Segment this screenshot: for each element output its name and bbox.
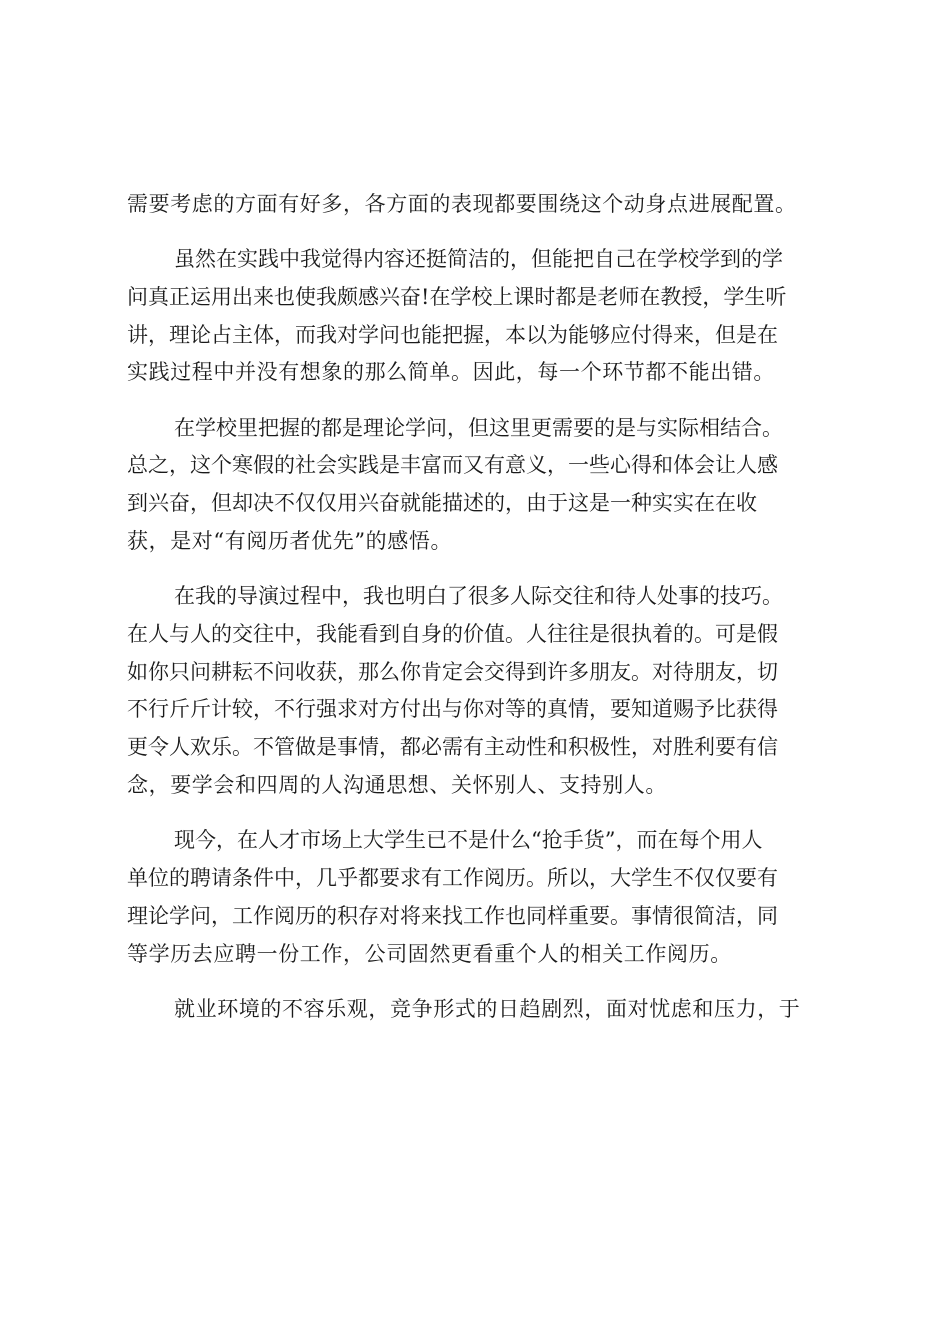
paragraph-3 xyxy=(127,410,831,561)
paragraph-line: 现今，在人才市场上大学生已不是什么“抢手货”，而在每个用人 xyxy=(174,828,763,853)
paragraph-line: 念，要学会和四周的人沟通思想、关怀别人、支持别人。 xyxy=(127,773,667,798)
paragraph-gap xyxy=(127,392,831,409)
paragraph-line: 实践过程中并没有想象的那么简单。因此，每一个环节都不能出错。 xyxy=(127,360,775,385)
paragraph-4 xyxy=(127,578,831,805)
paragraph-line: 需要考虑的方面有好多，各方面的表现都要围绕这个动身点进展配置。 xyxy=(127,192,797,216)
paragraph-line: 单位的聘请条件中，几乎都要求有工作阅历。所以，大学生不仅仅要有 xyxy=(127,865,778,890)
paragraph-line: 总之，这个寒假的社会实践是丰富而又有意义，一些心得和体会让人感 xyxy=(127,453,778,478)
paragraph-line: 就业环境的不容乐观，竞争形式的日趋剧烈，面对忧虑和压力，于 xyxy=(174,996,801,1021)
paragraph-line: 到兴奋，但却决不仅仅用兴奋就能描述的，由于这是一种实实在在收 xyxy=(127,491,757,516)
paragraph-gap xyxy=(127,805,831,822)
paragraph-gap xyxy=(127,561,831,578)
paragraph-line: 虽然在实践中我觉得内容还挺简洁的，但能把自己在学校学到的学 xyxy=(174,247,783,272)
paragraph-line: 在我的导演过程中，我也明白了很多人际交往和待人处事的技巧。 xyxy=(174,584,783,609)
paragraph-line: 问真正运用出来也使我颇感兴奋!在学校上课时都是老师在教授，学生听 xyxy=(127,284,787,309)
paragraph-line: 获，是对“有阅历者优先”的感悟。 xyxy=(127,528,453,553)
paragraph-1 xyxy=(127,186,831,224)
paragraph-line: 如你只问耕耘不问收获，那么你肯定会交得到许多朋友。对待朋友，切 xyxy=(127,659,778,684)
paragraph-line: 不行斤斤计较，不行强求对方付出与你对等的真情，要知道赐予比获得 xyxy=(127,697,778,722)
paragraph-2 xyxy=(127,241,831,392)
document-body xyxy=(127,186,831,1028)
paragraph-gap xyxy=(127,224,831,241)
paragraph-gap xyxy=(127,973,831,990)
paragraph-5 xyxy=(127,822,831,973)
paragraph-6 xyxy=(127,991,831,1029)
paragraph-line: 更令人欢乐。不管做是事情，都必需有主动性和积极性，对胜利要有信 xyxy=(127,735,778,760)
paragraph-line: 在学校里把握的都是理论学问，但这里更需要的是与实际相结合。 xyxy=(174,415,783,440)
paragraph-line: 等学历去应聘一份工作，公司固然更看重个人的相关工作阅历。 xyxy=(127,941,732,966)
paragraph-line: 理论学问，工作阅历的积存对将来找工作也同样重要。事情很简洁，同 xyxy=(127,903,778,928)
paragraph-line: 讲，理论占主体，而我对学问也能把握，本以为能够应付得来，但是在 xyxy=(127,322,778,347)
paragraph-line: 在人与人的交往中，我能看到自身的价值。人往往是很执着的。可是假 xyxy=(127,621,778,646)
